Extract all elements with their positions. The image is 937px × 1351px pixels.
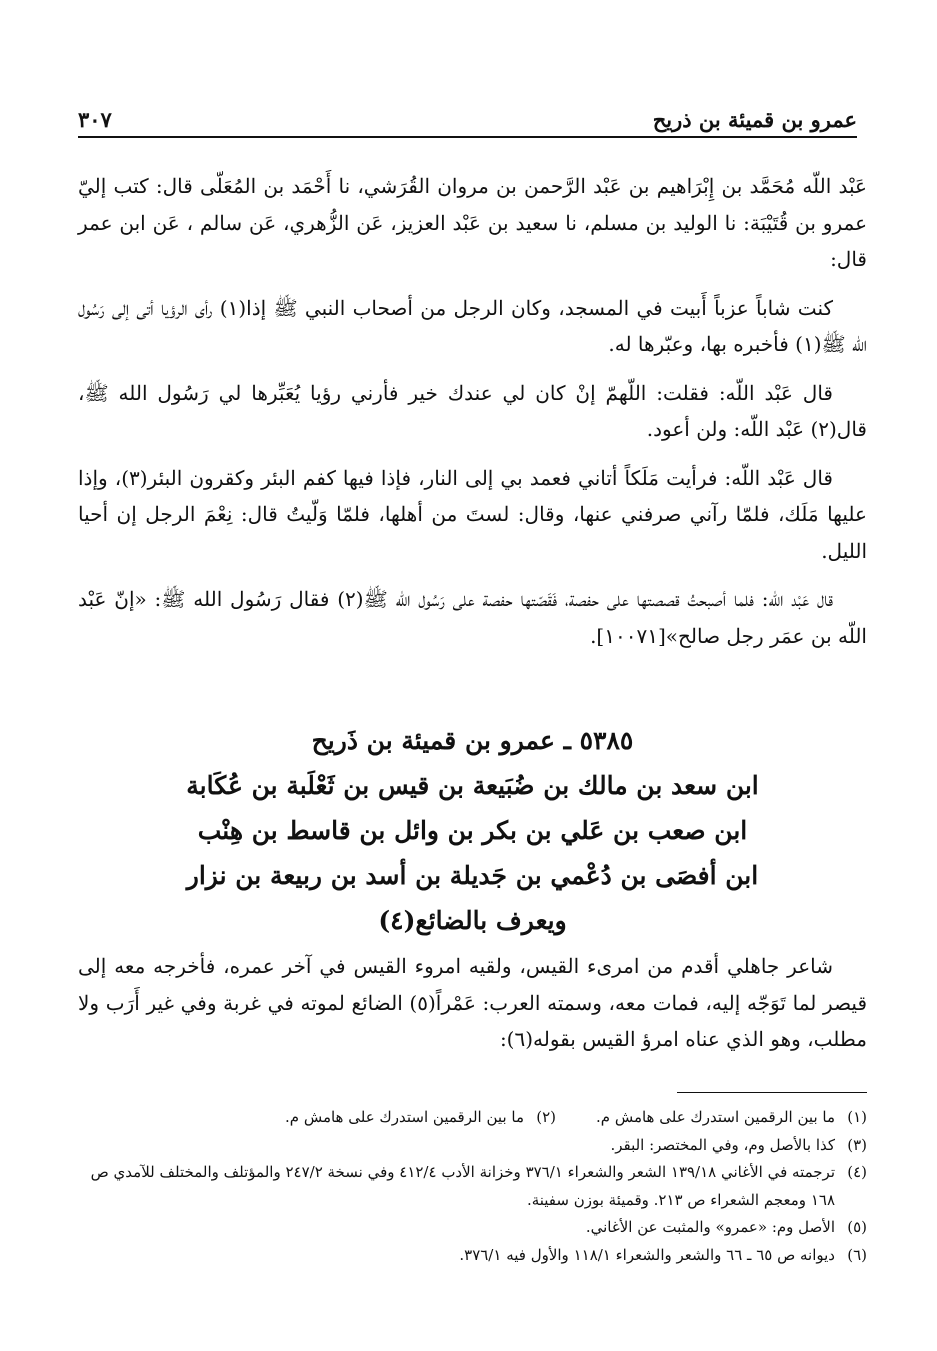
paragraph: قال عَبْد اللّه: فرأيت مَلَكاً أتاني فعمد بي إلى النار، فإذا فيها كفم البئر وكقرون البئر(٣)، وإذا عليها مَلَك، فلمّا رآني صرفني عنها، وقال: لستَ من أهلها، فلمّا وَلّيتُ قال: نِعْمَ الرجل إن أحيا الليل. bbox=[78, 465, 867, 563]
footnote-text: كذا بالأصل وم، وفي المختصر: البقر. bbox=[610, 1135, 835, 1154]
running-title: عمرو بن قميئة بن ذريح bbox=[652, 107, 857, 132]
footnote bbox=[78, 1159, 867, 1214]
footnote-number: (٤) bbox=[847, 1163, 867, 1181]
paragraph: كنت شاباً عزباً أَبيت في المسجد، وكان الرجل من أصحاب النبي ﷺ إذا(١) رأى الرؤيا أتى إلى رَسُول الله ﷺ(١) فأخبره بها، وعبّرها له. bbox=[78, 295, 867, 356]
footnote-number: (٥) bbox=[847, 1218, 867, 1236]
heading-line: ويعرف بالضائع(٤) bbox=[378, 906, 567, 935]
heading-line: ابن صعب بن عَلي بن بكر بن وائل بن قاسط بن هِنْب bbox=[197, 816, 748, 845]
paragraph: عَبْد اللّه مُحَمَّد بن إِبْرَاهيم بن عَبْد الرَّحمن بن مروان القُرَشي، نا أَحْمَد بن المُعَلّى قال: كتب إليّ عمرو بن قُتَيْبَة: نا الوليد بن مسلم، نا سعيد بن عَبْد العزيز، عَن الزُّهري، عَن سالم ، عَن ابن عمر قال: bbox=[78, 174, 867, 271]
biography-text bbox=[78, 948, 867, 1058]
footnote-text: ترجمته في الأغاني ١٣٩/١٨ الشعر والشعراء ٣٧٦/١ وخزانة الأدب ٤١٢/٤ وفي نسخة ٢٤٧/٢ والمؤتلف والمختلف للآمدي ص ١٦٨ ومعجم الشعراء ص ٢١٣. وقميئة بوزن سفينة. bbox=[90, 1163, 835, 1209]
footnote-text: ما بين الرقمين استدرك على هامش م. bbox=[596, 1108, 835, 1126]
footnote bbox=[596, 1104, 867, 1132]
entry-heading bbox=[78, 718, 867, 943]
footnotes bbox=[78, 1104, 867, 1269]
heading-line: ٥٣٨٥ ـ عمرو بن قميئة بن ذَريح bbox=[311, 726, 634, 755]
heading-line: ابن أفصَى بن دُعْمي بن جَديلة بن أسد بن ربيعة بن نزار bbox=[186, 861, 759, 890]
footnote-text: ما بين الرقمين استدرك على هامش م. bbox=[285, 1108, 524, 1126]
paragraph: قال عَبْد اللّه: فلما أصبحتُ قصصتها على حفصة، فَقَصّتها حفصة على رَسُول الله ﷺ(٢) فقال رَسُول الله ﷺ: «إنّ عَبْد اللّه بن عمَر رجل صالح»[١٠٠٧١]. bbox=[78, 587, 867, 648]
footnote-number: (١) bbox=[847, 1108, 867, 1126]
footnote-rule bbox=[677, 1092, 867, 1093]
footnote-text: ديوانه ص ٦٥ ـ ٦٦ والشعر والشعراء ١١٨/١ والأول فيه ٣٧٦/١. bbox=[459, 1245, 835, 1264]
footnote-number: (٦) bbox=[847, 1245, 867, 1264]
footnote bbox=[78, 1132, 867, 1160]
footnote bbox=[78, 1214, 867, 1242]
footnote-number: (٣) bbox=[847, 1135, 867, 1154]
footnote-number: (٢) bbox=[536, 1108, 556, 1126]
heading-line: ابن سعد بن مالك بن ضُبَيعة بن قيس بن ثَعْلَبة بن عُكَابة bbox=[186, 771, 759, 800]
running-header bbox=[78, 98, 857, 138]
footnote bbox=[78, 1242, 867, 1270]
paragraph: شاعر جاهلي أقدم من امرىء القيس، ولقيه امروء القيس في آخر عمره، فأخرجه معه إلى قيصر لما تَوَجّه إليه، فمات معه، وسمته العرب: عَمْراً(٥) الضائع لموته في غربة وفي غير أَرَب ولا مطلب، وهو الذي عناه امرؤ القيس بقوله(٦): bbox=[78, 954, 868, 1051]
footnote bbox=[285, 1104, 556, 1132]
footnote-text: الأصل وم: «عمرو» والمثبت عن الأغاني. bbox=[585, 1218, 835, 1236]
paragraph: قال عَبْد اللّه: فقلت: اللّهمّ إنْ كان لي عندك خير فأرني رؤيا يُعَبِّرها لي رَسُول الله ﷺ، قال(٢) عَبْد اللّه: ولن أعود. bbox=[78, 380, 867, 441]
page-number: ٣٠٧ bbox=[78, 107, 112, 132]
main-text bbox=[78, 168, 867, 666]
footnote-row bbox=[78, 1104, 867, 1132]
